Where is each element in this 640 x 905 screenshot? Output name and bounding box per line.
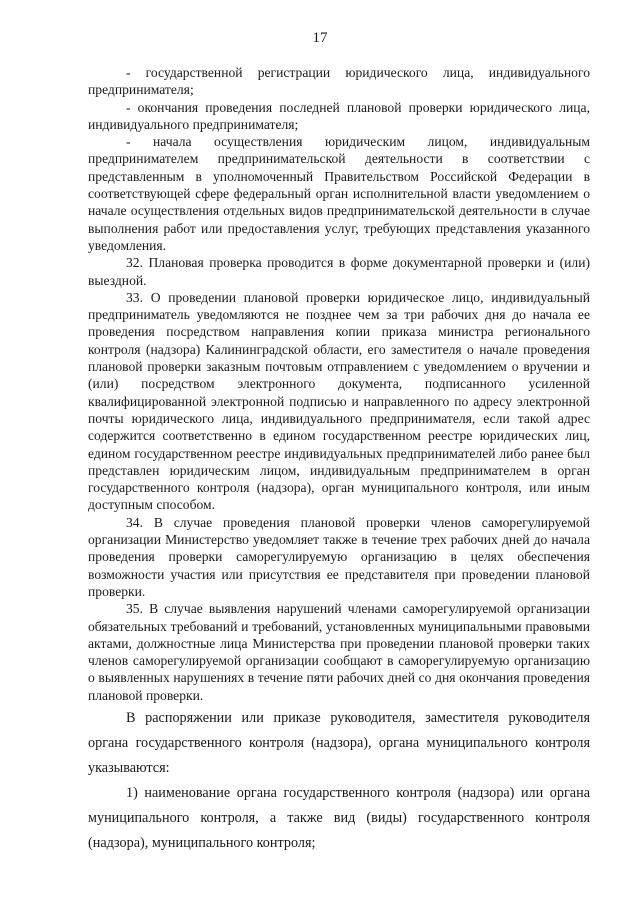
document-body: [88, 64, 590, 856]
paragraph-33: 33. О проведении плановой проверки юридическое лицо, индивидуальный предприниматель уведомляются не позднее чем за три рабочих дня до начала ее проведения посредством направления копии приказа министра регионального контроля (надзора) Калининградской области, его заместителя о начале проведения плановой проверки заказным почтовым отправлением с уведомлением о вручении и (или) посредством электронного документа, подписанного усиленной квалифицированной электронной подписью и направленного по адресу электронной почты юридического лица, индивидуального предпринимателя, если такой адрес содержится соответственно в едином государственном реестре юридических лиц, едином государственном реестре индивидуальных предпринимателей либо ранее был представлен юридическим лицом, индивидуальным предпринимателем в орган государственного контроля (надзора), орган муниципального контроля, или иным доступным способом.: [88, 289, 590, 513]
paragraph-last-inspection: - окончания проведения последней плановой проверки юридического лица, индивидуального предпринимателя;: [88, 99, 590, 132]
order-contents-section: [88, 706, 590, 856]
paragraph-32: 32. Плановая проверка проводится в форме документарной проверки и (или) выездной.: [88, 255, 590, 288]
paragraph-item-1: 1) наименование органа государственного контроля (надзора) или органа муниципального контроля, а также вид (виды) государственного контроля (надзора), муниципального контроля;: [88, 784, 590, 851]
paragraph-35: 35. В случае выявления нарушений членами саморегулируемой организации обязательных требований и требований, установленных муниципальными правовыми актами, должностные лица Министерства при проведении плановой проверки таких членов саморегулируемой организации сообщают в саморегулируемую организацию о выявленных нарушениях в течение пяти рабочих дней со дня окончания проведения плановой проверки.: [88, 601, 590, 703]
page-number: 17: [312, 30, 328, 46]
paragraph-business-start: - начала осуществления юридическим лицом, индивидуальным предпринимателем предпринимательской деятельности в соответствии с представленным в уполномоченный Правительством Российской Федерации в соответствующей сфере федеральный орган исполнительной власти уведомлением о начале осуществления отдельных видов предпринимательской деятельности в случае выполнения работ или предоставления услуг, требующих представления указанного уведомления.: [88, 134, 590, 253]
paragraph-34: 34. В случае проведения плановой проверки членов саморегулируемой организации Министерство уведомляет также в течение трех рабочих дней до начала проведения проверки саморегулируемую организацию в целях обеспечения возможности участия или присутствия ее представителя при проведении плановой проверки.: [88, 514, 590, 599]
paragraph-registration: - государственной регистрации юридического лица, индивидуального предпринимателя;: [88, 65, 590, 98]
paragraph-order-contents: В распоряжении или приказе руководителя, заместителя руководителя органа государственного контроля (надзора), органа муниципального контроля указываются:: [88, 709, 590, 776]
